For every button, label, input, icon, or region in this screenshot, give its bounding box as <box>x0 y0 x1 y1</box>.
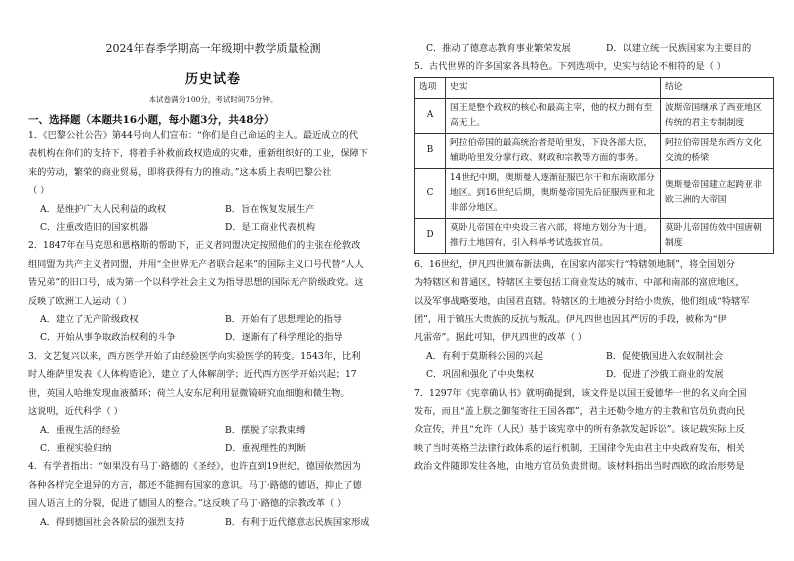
option-d: D．逐渐有了科学理论的指导 <box>225 332 343 344</box>
question-5-table <box>414 77 774 254</box>
question-stem-line: 表机构在你们的支持下，将着手补救前政权造成的灾难，重新组织好的工业，保障下 <box>28 148 368 160</box>
option-b: B．开始有了思想理论的指导 <box>225 314 343 326</box>
question-stem-line: 为特辖区和普通区，特辖区主要包括工商业发达的城市、中部和南部的富庶地区， <box>414 277 745 289</box>
option-a: A．有利于莫斯科公国的兴起 <box>426 350 543 362</box>
question-stem-line: 4．有学者指出：“如果没有马丁·路德的《圣经》，也许直到19世纪，德国依然因为 <box>28 461 361 473</box>
option-c: C．推动了德意志教育事业繁荣发展 <box>426 43 571 54</box>
question-stem-line: 皆兄弟”的旧口号，成为第一个以科学社会主义为指导思想的国际无产阶级政党。这 <box>28 277 364 289</box>
question-stem-line: 组同盟为共产主义者同盟，并用“全世界无产者联合起来”的国际主义口号代替“人人 <box>28 258 364 270</box>
subject-title: 历史试卷 <box>184 72 241 87</box>
option-c: C．重视实验归纳 <box>40 442 112 454</box>
left-column <box>28 0 398 561</box>
question-stem-line: 政治文件随即发往各地，由地方官员负责贯彻。该材料指出当时西欧的政治形势是 <box>414 461 745 473</box>
question-stem-line: 以及军事战略要地，由国君直辖。特辖区的土地被分封给小贵族，他们组成“特辖军 <box>414 295 750 307</box>
option-label: A <box>415 98 446 133</box>
option-d: D．是工商业代表机构 <box>225 222 316 234</box>
question-3 <box>28 348 398 458</box>
question-7 <box>414 385 774 477</box>
question-stem-line: 国人语言上的分裂，促进了德国人的整合。”这反映了马丁·路德的宗教改革（ ） <box>28 498 347 510</box>
conclusion-cell: 阿拉伯帝国是东西方文化交流的桥梁 <box>661 133 774 168</box>
option-a: A．得到德国社会各阶层的强烈支持 <box>40 516 185 528</box>
question-stem-line: 时人维萨里发表《人体构造论》，建立了人体解剖学；近代西方医学开始兴起；17 <box>28 369 357 381</box>
question-stem-line: 2．1847年在马克思和恩格斯的帮助下，正义者同盟决定按照他们的主张在伦敦改 <box>28 240 361 252</box>
table-row <box>415 168 774 218</box>
option-a: A．建立了无产阶级政权 <box>40 314 139 326</box>
question-stem-line: 世，英国人哈维发现血液循环；荷兰人安东尼利用显微镜研究血细胞和微生物。 <box>28 387 350 399</box>
question-stem-line: 众宣传，并且“允许（人民）基于该宪章中的所有条款发起诉讼”。该记载实际上反 <box>414 424 745 436</box>
question-4 <box>28 458 398 532</box>
right-column <box>414 0 774 561</box>
option-label: B <box>415 133 446 168</box>
option-b: B．促使俄国进入农奴制社会 <box>606 350 724 362</box>
fact-cell: 阿拉伯帝国的最高统治者是哈里发，下设各部大臣，辅助哈里发分掌行政、财政和宗教等方面的事务。 <box>446 133 661 168</box>
table-header: 结论 <box>661 77 774 98</box>
option-b: B．旨在恢复发展生产 <box>225 203 315 215</box>
table-header: 史实 <box>446 77 661 98</box>
conclusion-cell: 波斯帝国继承了西亚地区传统的君主专制制度 <box>661 98 774 133</box>
conclusion-cell: 奥斯曼帝国建立起跨亚非欧三洲的大帝国 <box>661 168 774 218</box>
table-row <box>415 218 774 253</box>
question-stem-line: 映了当时英格兰法律行政体系的运行机制，王国律令先由君主中央政府发布，相关 <box>414 442 745 454</box>
fact-cell: 莫卧儿帝国在中央设三省六部，将地方划分为十道，推行土地国有，引入科举考试选拔官员。 <box>446 218 661 253</box>
table-header: 选项 <box>415 77 446 98</box>
option-label: C <box>415 168 446 218</box>
option-c: C．注重改造旧的国家机器 <box>40 222 149 234</box>
option-b: B．摆脱了宗教束缚 <box>225 424 306 436</box>
question-stem-line: 各种各样完全退异的方言，都还不能拥有国家的意识。马丁·路德的德语，抑止了德 <box>28 479 362 491</box>
section-heading: 一、选择题（本题共16小题，每小题3分，共48分） <box>28 114 275 126</box>
question-2 <box>28 237 398 347</box>
option-label: D <box>415 218 446 253</box>
exam-info: 本试卷满分100分，考试时间75分钟。 <box>148 95 278 104</box>
fact-cell: 国王是整个政权的核心和最高主宰，他的权力拥有至高无上。 <box>446 98 661 133</box>
option-c: C．巩固和强化了中央集权 <box>426 369 535 381</box>
question-stem-line: 7．1297年《宪章确认书》就明确提到，该文件是以国王爱德华一世的名义向全国 <box>414 387 747 399</box>
option-a: A．重视生活的经验 <box>40 424 121 436</box>
question-stem-line: 凡雷帝”。据此可知，伊凡四世的改革（ ） <box>414 332 587 344</box>
fact-cell: 14世纪中期，奥斯曼人逐渐征服巴尔干和东南欧部分地区。到16世纪后期，奥斯曼帝国先后征服西亚和北非部分地区。 <box>446 168 661 218</box>
question-stem-line: 1．《巴黎公社公告》第44号向人们宣布：“你们是自己命运的主人。最近成立的代 <box>28 130 359 141</box>
option-a: A．是维护广大人民利益的政权 <box>40 203 167 215</box>
question-stem-line: 反映了欧洲工人运动（ ） <box>28 295 132 307</box>
question-5-stem: 5．古代世界的许多国家各具特色。下列选项中，史实与结论不相符的是（ ） <box>414 61 726 73</box>
option-b: B．有利于近代德意志民族国家形成 <box>225 516 370 528</box>
question-stem-line: 这说明，近代科学（ ） <box>28 406 123 418</box>
table-row <box>415 133 774 168</box>
question-6 <box>414 256 774 385</box>
table-row <box>415 98 774 133</box>
option-d: D．重视理性的判断 <box>225 442 306 454</box>
question-stem-line: 3．文艺复兴以来，西方医学开始了由经验医学向实验医学的转变。1543年，比利 <box>28 350 361 362</box>
question-stem-line: 团”，用于镇压大贵族的反抗与叛乱。伊凡四世也因其严厉的手段，被称为“伊 <box>414 314 727 326</box>
question-stem-line: （ ） <box>28 185 50 197</box>
question-stem-line: 来的劳动，繁荣的商业贸易，即将获得有力的推动。”这本质上表明巴黎公社 <box>28 166 332 178</box>
table-header-row <box>415 77 774 98</box>
question-stem-line: 发布，而且“盖上朕之御玺寄往王国各郡”，君主还勒令地方的主教和官员负责向民 <box>414 406 745 418</box>
option-c: C．开始从事争取政治权利的斗争 <box>40 332 176 344</box>
option-d: D．以建立统一民族国家为主要目的 <box>606 43 752 54</box>
option-d: D．促进了沙俄工商业的发展 <box>606 369 724 381</box>
conclusion-cell: 莫卧儿帝国仿效中国唐朝制度 <box>661 218 774 253</box>
question-stem-line: 6．16世纪，伊凡四世颁布新法典，在国家内部实行“特辖领地制”，将全国划分 <box>414 258 735 270</box>
question-1 <box>28 127 398 237</box>
exam-title: 2024年春季学期高一年级期中教学质量检测 <box>105 42 321 55</box>
